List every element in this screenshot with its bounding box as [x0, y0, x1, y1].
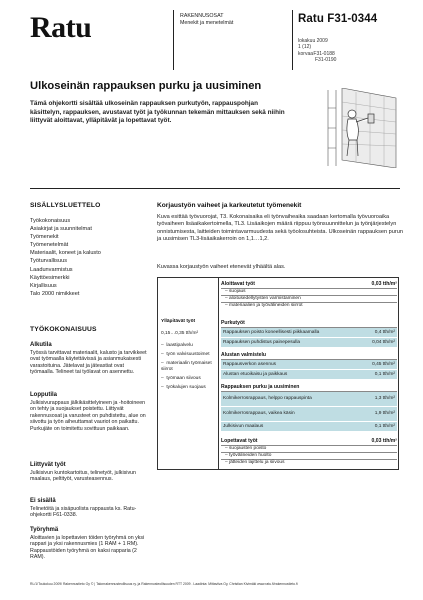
table-row: Julkisivun maalaus 0,1 tth/m²: [221, 422, 397, 432]
maintenance-column: [161, 319, 216, 394]
aloittavat-title: Aloittavat työt: [221, 281, 255, 288]
lopputila-text: Julkisivurappaus jälkikäsittelyineen ja -hoitoineen on tehty ja suojaukset poistettu. Liittyvät rakennusosat ja varusteet on puhdistettu, alue on siivottu ja työn aiheuttamat vauriot on paikattu. Purkujäte on toimitettu sovittuun paikkaan.: [30, 399, 146, 432]
section-divider: [30, 188, 400, 189]
table-row: Kolmikerrosrappaus, helppo rappauspinta 1,3 tth/m²: [221, 392, 397, 407]
replaces-2: F31-0190: [315, 57, 337, 64]
rappaus-header: [221, 384, 397, 392]
toc-item[interactable]: Laadunvarmistus: [30, 266, 73, 273]
table-row: Kolmikerrosrappaus, vaikea käsin 1,9 tth/m²: [221, 407, 397, 422]
intro-text: Tämä ohjekortti sisältää ulkoseinän rappauksen purkutyön, rappauspohjan käsittelyn, rappauksen, avustavat työt ja työkunnan tekemän mittauksen sekä niihin liittyvät aloittavat, ylläpitävät ja lopettavat työt.: [30, 100, 285, 125]
page-count: 1 (12): [298, 44, 312, 51]
page-footer: RL/1/Toukokuu 2009/ Rakennustieto Oy © | Talonrakennusteollisuus ry. ja Rakennusteollisuuden RTT 2009 . Laadinta: Mittaviiva Oy, Christian Kivimäki www.ratu.fi/rakennustieto.fi: [30, 582, 298, 586]
table-row: Alustan etuoikaisu ja paikkaus 0,1 tth/m²: [221, 370, 397, 380]
liittyvat-text: Julkisivun kuntokartoitus, telinetyöt, julkisivun maalaus, peltityöt, varusteasennus.: [30, 469, 136, 482]
replaces-1: F31-0188: [313, 50, 335, 57]
replaces-label: korvaa: [298, 50, 314, 57]
rappaus-block: [221, 384, 397, 432]
issued-date: lokakuu 2009: [298, 38, 328, 44]
series-line-2: Menekit ja menetelmät: [180, 20, 234, 26]
table-column-divider: [218, 278, 219, 469]
lopettavat-item: – jätteiden lajittelu ja siivous: [225, 459, 285, 465]
work-steps-table: [157, 277, 399, 470]
alkutila-text: Työssä tarvittavat materiaalit, kalusto ja tarvikkeet ovat työmaalla käytettävissä ja asianmukaisesti varastoituina. Jätelavat ja jäteastiat ovat työmaalla. Telineet tai työlavat on asennettu.: [30, 349, 147, 375]
list-item: – materiaalin työmaiset siirrot: [161, 361, 212, 372]
tyoryhma-section: [30, 527, 148, 561]
list-item: – työn valvisuustoimet: [161, 352, 210, 357]
maintenance-value: 0,15…0,35 tth/m²: [161, 331, 199, 336]
header-divider-right: [292, 10, 293, 70]
steps-note: Kuvassa korjaustyön vaiheet etenevät ylhäältä alas.: [157, 264, 286, 270]
document-meta: [298, 38, 336, 64]
lopettavat-block: [221, 438, 397, 466]
table-row: Rappauksen puhdistus painepesulla 0,04 tth/m²: [221, 338, 397, 348]
toc-list: [30, 217, 101, 298]
tyoryhma-heading: Työryhmä: [30, 527, 59, 533]
lopputila-heading: Lopputila: [30, 392, 57, 398]
liittyvat-section: [30, 462, 148, 483]
tyoryhma-text: Aloittavien ja lopettavien töiden työryhmä on yksi rappari ja yksi rakennusmies (1 RAM + 1 RM). Rappaustöiden työryhmä on kaksi rapparia (2 RAM).: [30, 534, 145, 560]
lopputila-section: [30, 392, 148, 432]
worker-plastering-illustration: [322, 88, 400, 168]
alusta-title: Alustan valmistelu: [221, 352, 267, 359]
ei-sisalla-section: [30, 498, 148, 519]
toc-item[interactable]: Kirjallisuus: [30, 282, 57, 289]
steps-heading: Korjaustyön vaiheet ja karkeutetut työmenekit: [157, 202, 302, 209]
aloittavat-value: 0,03 tth/m²: [371, 281, 397, 288]
purkutyot-title: Purkutyöt: [221, 320, 245, 327]
tyokokonaisuus-heading: TYÖKOKONAISUUS: [30, 326, 97, 333]
alusta-header: [221, 352, 397, 360]
alkutila-section: [30, 342, 148, 376]
lopettavat-item: – työvälineiden huolto: [221, 453, 397, 460]
rappaus-title: Rappauksen purku ja uusiminen: [221, 384, 300, 391]
steps-paragraph: Kuva esittää työvuorojat, T3. Kokonaisaika eli työnvaiheaika saadaan kertomalla työvuoroaika työvaiheen lisäaikakertoimella, TL3. Lisäaikojen määrä riippuu työnsuunnittelun ja työnjärjestelyn onnistumisesta, laitteiden toimintavarmuudesta sekä työolosuhteista. Ulkoseinän rappauksen purun ja uusimisen TL3-lisäaikakerroin on 1,1…1,2.: [157, 214, 403, 242]
list-item: – työmaan siivous: [161, 376, 201, 381]
ei-sisalla-text: Telinetöitä ja sisäpuolista rappausta ks. Ratu-ohjekortti F61-0338.: [30, 505, 137, 518]
purkutyot-header: [221, 320, 397, 328]
aloittavat-header: [221, 281, 397, 289]
liittyvat-heading: Liittyvät työt: [30, 462, 66, 468]
toc-item[interactable]: Talo 2000 nimikkeet: [30, 290, 80, 297]
replaces-row-2: [298, 57, 336, 63]
lopettavat-title: Lopettavat työt: [221, 438, 258, 445]
aloittavat-item: – materiaalien ja työvälineiden siirrot: [225, 302, 303, 308]
page-title: Ulkoseinän rappauksen purku ja uusiminen: [30, 80, 262, 92]
ei-sisalla-heading: Ei sisällä: [30, 498, 56, 504]
list-item: – työkalujen suojaus: [161, 385, 206, 390]
toc-item[interactable]: Asiakirjat ja suunnitelmat: [30, 226, 92, 233]
maintenance-label: Ylläpitävät työt: [161, 319, 196, 324]
toc-item[interactable]: Työkokonaisuus: [30, 218, 71, 224]
table-row: Rappauksen poisto koneellisesti piikkaamalla 0,4 tth/m²: [221, 328, 397, 338]
purkutyot-block: [221, 320, 397, 348]
toc-item[interactable]: Työmenetelmät: [30, 242, 69, 249]
toc-item[interactable]: Työmenekit: [30, 234, 59, 241]
aloittavat-item: – aloitusedellytysten varmistaminen: [221, 296, 397, 303]
ratu-logo: Ratu: [30, 11, 92, 44]
toc-item[interactable]: Käyttöesimerkki: [30, 274, 70, 281]
maintenance-list: [161, 343, 216, 391]
document-number: Ratu F31-0344: [298, 13, 378, 25]
aloittavat-item: – suojaus: [221, 289, 397, 296]
table-row: Rappausverkon asennus 0,45 tth/m²: [221, 360, 397, 370]
series-line-1: RAKENNUSOSAT: [180, 13, 224, 19]
list-item: – laastipalvelu: [161, 343, 193, 348]
header-divider-left: [173, 10, 174, 70]
toc-item[interactable]: Työturvallisuus: [30, 258, 67, 265]
alkutila-heading: Alkutila: [30, 342, 52, 348]
lopettavat-item: – suojausten poisto: [221, 446, 397, 453]
toc-heading: SISÄLLYSLUETTELO: [30, 202, 101, 209]
alusta-block: [221, 352, 397, 380]
lopettavat-header: [221, 438, 397, 446]
toc-item[interactable]: Materiaalit, koneet ja kalusto: [30, 250, 101, 257]
aloittavat-block: [221, 281, 397, 309]
lopettavat-value: 0,03 tth/m²: [371, 438, 397, 445]
series-label: [180, 13, 233, 27]
